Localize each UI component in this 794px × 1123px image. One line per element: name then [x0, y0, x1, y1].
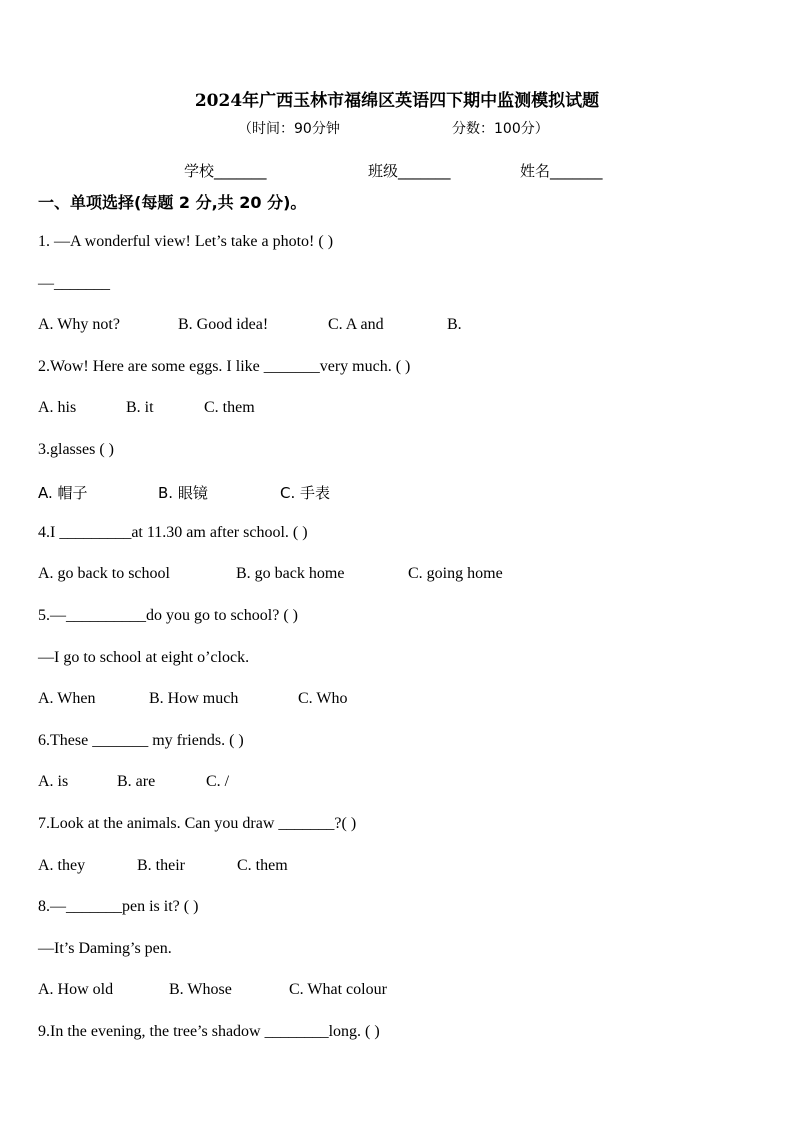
question-7-option-a: A. they [38, 857, 86, 874]
question-7-stem: 7.Look at the animals. Can you draw _______?( ) [38, 815, 357, 832]
page-title: 2024年广西玉林市福绵区英语四下期中监测模拟试题 [194, 91, 600, 111]
question-4-option-a: A. go back to school [38, 565, 170, 582]
question-1-option-d: B. [447, 316, 462, 333]
question-7-option-b: B. their [137, 857, 185, 874]
class-field: 班级_______ [368, 162, 451, 180]
question-6-option-c: C. / [206, 773, 230, 790]
question-1-reply: —_______ [38, 275, 110, 292]
question-2-stem: 2.Wow! Here are some eggs. I like _______very much. ( ) [38, 358, 411, 375]
question-3-option-b: B. 眼镜 [158, 484, 208, 502]
question-8-option-a: A. How old [38, 981, 114, 998]
question-7-option-c: C. them [237, 857, 288, 874]
question-4-stem: 4.I _________at 11.30 am after school. ( ) [38, 524, 308, 541]
question-8-stem: 8.—_______pen is it? ( ) [38, 898, 199, 915]
question-5-option-a: A. When [38, 690, 96, 707]
exam-score: 分数：100分） [452, 121, 549, 137]
name-field: 姓名_______ [520, 162, 603, 180]
question-6-option-b: B. are [117, 773, 156, 790]
section-heading: 一、单项选择(每题 2 分,共 20 分)。 [38, 193, 307, 212]
question-5-stem: 5.—__________do you go to school? ( ) [38, 607, 298, 624]
question-1-stem: 1. —A wonderful view! Let’s take a photo! ( ) [38, 233, 334, 250]
question-3-option-c: C. 手表 [280, 484, 331, 502]
exam-time: （时间：90分钟 [238, 121, 340, 137]
question-1-option-a: A. Why not? [38, 316, 120, 333]
question-6-stem: 6.These _______ my friends. ( ) [38, 732, 244, 749]
question-9-stem: 9.In the evening, the tree’s shadow ________long. ( ) [38, 1023, 380, 1040]
question-5-option-b: B. How much [149, 690, 239, 707]
question-3-stem: 3.glasses ( ) [38, 441, 114, 458]
question-5-reply: —I go to school at eight o’clock. [38, 649, 250, 666]
question-2-option-b: B. it [126, 399, 154, 416]
question-8-reply: —It’s Daming’s pen. [38, 940, 172, 957]
question-4-option-c: C. going home [408, 565, 503, 582]
question-4-option-b: B. go back home [236, 565, 345, 582]
question-6-option-a: A. is [38, 773, 69, 790]
question-2-option-a: A. his [38, 399, 77, 416]
question-5-option-c: C. Who [298, 690, 348, 707]
question-8-option-b: B. Whose [169, 981, 232, 998]
question-1-option-b: B. Good idea! [178, 316, 269, 333]
school-field: 学校_______ [184, 162, 267, 180]
question-1-option-c: C. A and [328, 316, 384, 333]
question-8-option-c: C. What colour [289, 981, 387, 998]
question-3-option-a: A. 帽子 [38, 484, 88, 502]
question-2-option-c: C. them [204, 399, 255, 416]
